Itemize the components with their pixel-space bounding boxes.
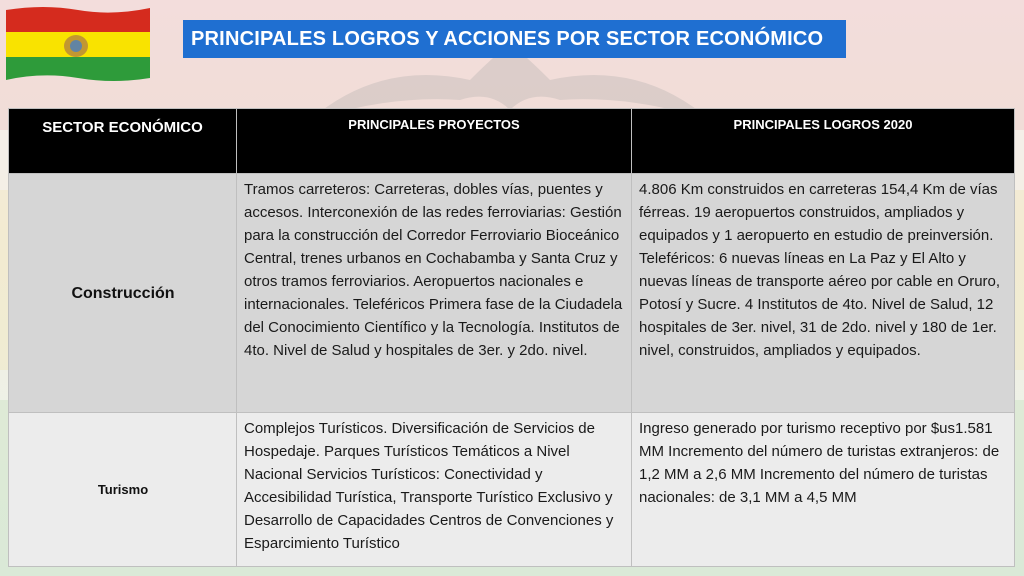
bolivia-flag-icon bbox=[4, 4, 152, 84]
table-row bbox=[9, 413, 1015, 567]
header-proyectos: PRINCIPALES PROYECTOS bbox=[237, 109, 632, 174]
table-header-row bbox=[9, 109, 1015, 174]
sector-table bbox=[8, 108, 1015, 567]
proyectos-cell: Complejos Turísticos. Diversificación de Servicios de Hospedaje. Parques Turísticos Temáticos a Nivel Nacional Servicios Turísticos: Conectividad y Accesibilidad Turística, Transporte Turístico Exclusivo y Desarrollo de Capacidades Centros de Convenciones y Esparcimiento Turístico bbox=[237, 413, 632, 567]
proyectos-cell: Tramos carreteros: Carreteras, dobles vías, puentes y accesos. Interconexión de las redes ferroviarias: Gestión para la construcción del Corredor Ferroviario Bioceánico Central, trenes urbanos en Cochabamba y Santa Cruz y otros tramos ferroviarios. Aeropuertos nacionales e internacionales. Teleféricos Primera fase de la Ciudadela del Conocimiento Científico y la Tecnología. Institutos de 4to. Nivel de Salud y hospitales de 3er. y 2do. nivel. bbox=[237, 174, 632, 413]
logros-cell: Ingreso generado por turismo receptivo por $us1.581 MM Incremento del número de turistas extranjeros: de 1,2 MM a 2,6 MM Incremento del número de turistas nacionales: de 3,1 MM a 4,5 MM bbox=[632, 413, 1015, 567]
page-title: PRINCIPALES LOGROS Y ACCIONES POR SECTOR ECONÓMICO bbox=[183, 20, 846, 58]
header-sector: SECTOR ECONÓMICO bbox=[9, 109, 237, 174]
sector-name-cell: Construcción bbox=[9, 174, 237, 413]
sector-name-cell: Turismo bbox=[9, 413, 237, 567]
header-logros: PRINCIPALES LOGROS 2020 bbox=[632, 109, 1015, 174]
table-row bbox=[9, 174, 1015, 413]
logros-cell: 4.806 Km construidos en carreteras 154,4 Km de vías férreas. 19 aeropuertos construidos, ampliados y equipados y 1 aeropuerto en estudio de preinversión. Teleféricos: 6 nuevas líneas en La Paz y El Alto y nuevas líneas de transporte aéreo por cable en Oruro, Potosí y Sucre. 4 Institutos de 4to. Nivel de Salud, 12 hospitales de 3er. nivel, 31 de 2do. nivel y 180 de 1er. nivel, construidos, ampliados y equipados. bbox=[632, 174, 1015, 413]
